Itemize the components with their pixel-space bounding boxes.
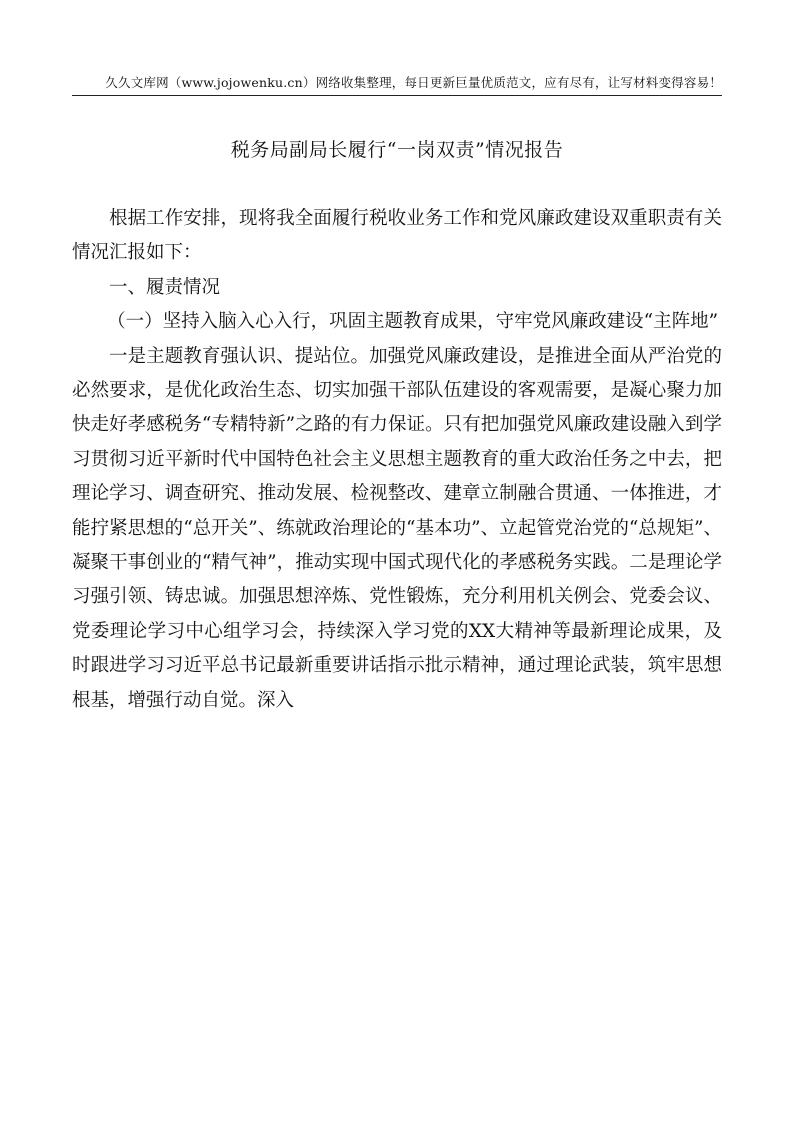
body-paragraph: 一是主题教育强认识、提站位。加强党风廉政建设，是推进全面从严治党的必然要求，是优化政治生态、切实加强干部队伍建设的客观需要，是凝心聚力加快走好孝感税务“专精特新”之路的有力保证。只有把加强党风廉政建设融入到学习贯彻习近平新时代中国特色社会主义思想主题教育的重大政治任务之中去，把理论学习、调查研究、推动发展、检视整改、建章立制融合贯通、一体推进，才能拧紧思想的“总开关”、练就政治理论的“基本功”、立起管党治党的“总规矩”、凝聚干事创业的“精气神”，推动实现中国式现代化的孝感税务实践。二是理论学习强引领、铸忠诚。加强思想淬炼、党性锻炼，充分利用机关例会、党委会议、党委理论学习中心组学习会，持续深入学习党的XX大精神等最新理论成果，及时跟进学习习近平总书记最新重要讲话指示批示精神，通过理论武装，筑牢思想根基，增强行动自觉。深入 <box>72 345 722 711</box>
section-heading: 一、履责情况 <box>109 276 221 298</box>
subsection-heading: （一）坚持入脑入心入行，巩固主题教育成果，守牢党风廉政建设“主阵地” <box>107 311 719 333</box>
header-divider <box>72 95 722 96</box>
document-body <box>72 202 722 718</box>
document-title: 税务局副局长履行“一岗双责”情况报告 <box>230 139 564 161</box>
header-note: 久久文库网（www.jojowenku.cn）网络收集整理，每日更新巨量优质范文，应有尽有，让写材料变得容易！ <box>105 75 722 90</box>
intro-paragraph: 根据工作安排，现将我全面履行税收业务工作和党风廉政建设双重职责有关情况汇报如下： <box>72 208 722 264</box>
